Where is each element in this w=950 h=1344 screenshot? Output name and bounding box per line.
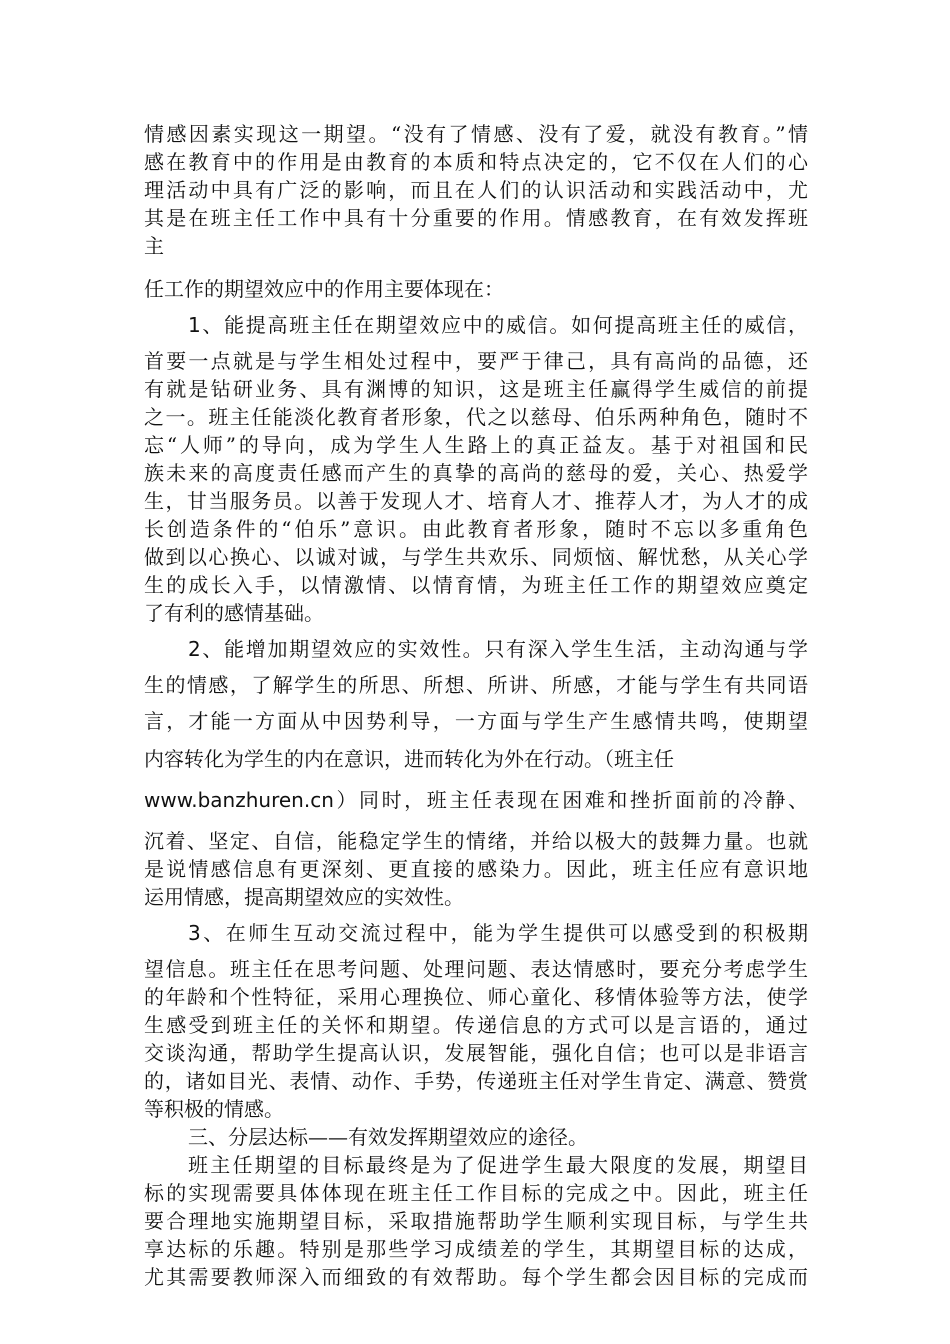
text-line: 的，诸如目光、表情、动作、手势，传递班主任对学生肯定、满意、赞赏 — [144, 1069, 808, 1093]
text-line: 忘“人师”的导向，成为学生人生路上的真正益友。基于对祖国和民 — [144, 433, 808, 457]
text-line: 班主任期望的目标最终是为了促进学生最大限度的发展，期望目 — [188, 1153, 808, 1177]
website-line: www.banzhuren.cn）同时，班主任表现在困难和挫折面前的冷静、 — [144, 788, 808, 812]
text-line: 做到以心换心、以诚对诚，与学生共欢乐、同烦恼、解忧愁，从关心学 — [144, 545, 808, 569]
paragraph-1-first-line: 1、能提高班主任在期望效应中的威信。如何提高班主任的威信， — [188, 313, 808, 337]
text-line: 任工作的期望效应中的作用主要体现在： — [144, 277, 504, 301]
text-line: 理活动中具有广泛的影响，而且在人们的认识活动和实践活动中，尤 — [144, 178, 808, 202]
text-line: 等积极的情感。 — [144, 1097, 284, 1121]
text-line: 族未来的高度责任感而产生的真挚的高尚的慈母的爱，关心、热爱学 — [144, 461, 808, 485]
text-line: 标的实现需要具体体现在班主任工作目标的完成之中。因此，班主任 — [144, 1181, 808, 1205]
text-line: 交谈沟通，帮助学生提高认识，发展智能，强化自信；也可以是非语言 — [144, 1041, 808, 1065]
text-line: 生感受到班主任的关怀和期望。传递信息的方式可以是言语的，通过 — [144, 1013, 808, 1037]
text-line: 其是在班主任工作中具有十分重要的作用。情感教育，在有效发挥班 — [144, 206, 808, 230]
text-line: 内容转化为学生的内在意识，进而转化为外在行动。（班主任 — [144, 747, 674, 771]
section-heading: 三、分层达标——有效发挥期望效应的途径。 — [188, 1125, 588, 1149]
paragraph-3-first-line: 3、在师生互动交流过程中，能为学生提供可以感受到的积极期 — [188, 921, 808, 945]
text-line: 要合理地实施期望目标，采取措施帮助学生顺利实现目标，与学生共 — [144, 1209, 808, 1233]
text-line: 望信息。班主任在思考问题、处理问题、表达情感时，要充分考虑学生 — [144, 957, 808, 981]
text-line: 之一。班主任能淡化教育者形象，代之以慈母、伯乐两种角色，随时不 — [144, 405, 808, 429]
text-line: 生，甘当服务员。以善于发现人才、培育人才、推荐人才，为人才的成 — [144, 489, 808, 513]
website-link-text: www.banzhuren.cn — [144, 788, 334, 812]
text-line: 长创造条件的“伯乐”意识。由此教育者形象，随时不忘以多重角色 — [144, 517, 808, 541]
text-line: 的年龄和个性特征，采用心理换位、师心童化、移情体验等方法，使学 — [144, 985, 808, 1009]
text-line: 感在教育中的作用是由教育的本质和特点决定的，它不仅在人们的心 — [144, 150, 808, 174]
paragraph-2-first-line: 2、能增加期望效应的实效性。只有深入学生生活，主动沟通与学 — [188, 637, 808, 661]
text-line: 尤其需要教师深入而细致的有效帮助。每个学生都会因目标的完成而 — [144, 1265, 808, 1289]
text-line: 是说情感信息有更深刻、更直接的感染力。因此，班主任应有意识地 — [144, 857, 808, 881]
text-line: 首要一点就是与学生相处过程中，要严于律己，具有高尚的品德，还 — [144, 349, 808, 373]
text-line: 生的成长入手，以情激情、以情育情，为班主任工作的期望效应奠定 — [144, 573, 808, 597]
text-line: 有就是钻研业务、具有渊博的知识，这是班主任赢得学生威信的前提 — [144, 377, 808, 401]
text-line: 了有利的感情基础。 — [144, 601, 324, 625]
text-line: 情感因素实现这一期望。“没有了情感、没有了爱，就没有教育。”情 — [144, 122, 808, 146]
text-line: 运用情感，提高期望效应的实效性。 — [144, 885, 464, 909]
text-line: 生的情感，了解学生的所思、所想、所讲、所感，才能与学生有共同语 — [144, 673, 808, 697]
text-line: 沉着、坚定、自信，能稳定学生的情绪，并给以极大的鼓舞力量。也就 — [144, 829, 808, 853]
text-line: 言，才能一方面从中因势利导，一方面与学生产生感情共鸣，使期望 — [144, 709, 808, 733]
text-line: 享达标的乐趣。特别是那些学习成绩差的学生，其期望目标的达成， — [144, 1237, 808, 1261]
text-line: 主 — [144, 234, 164, 258]
